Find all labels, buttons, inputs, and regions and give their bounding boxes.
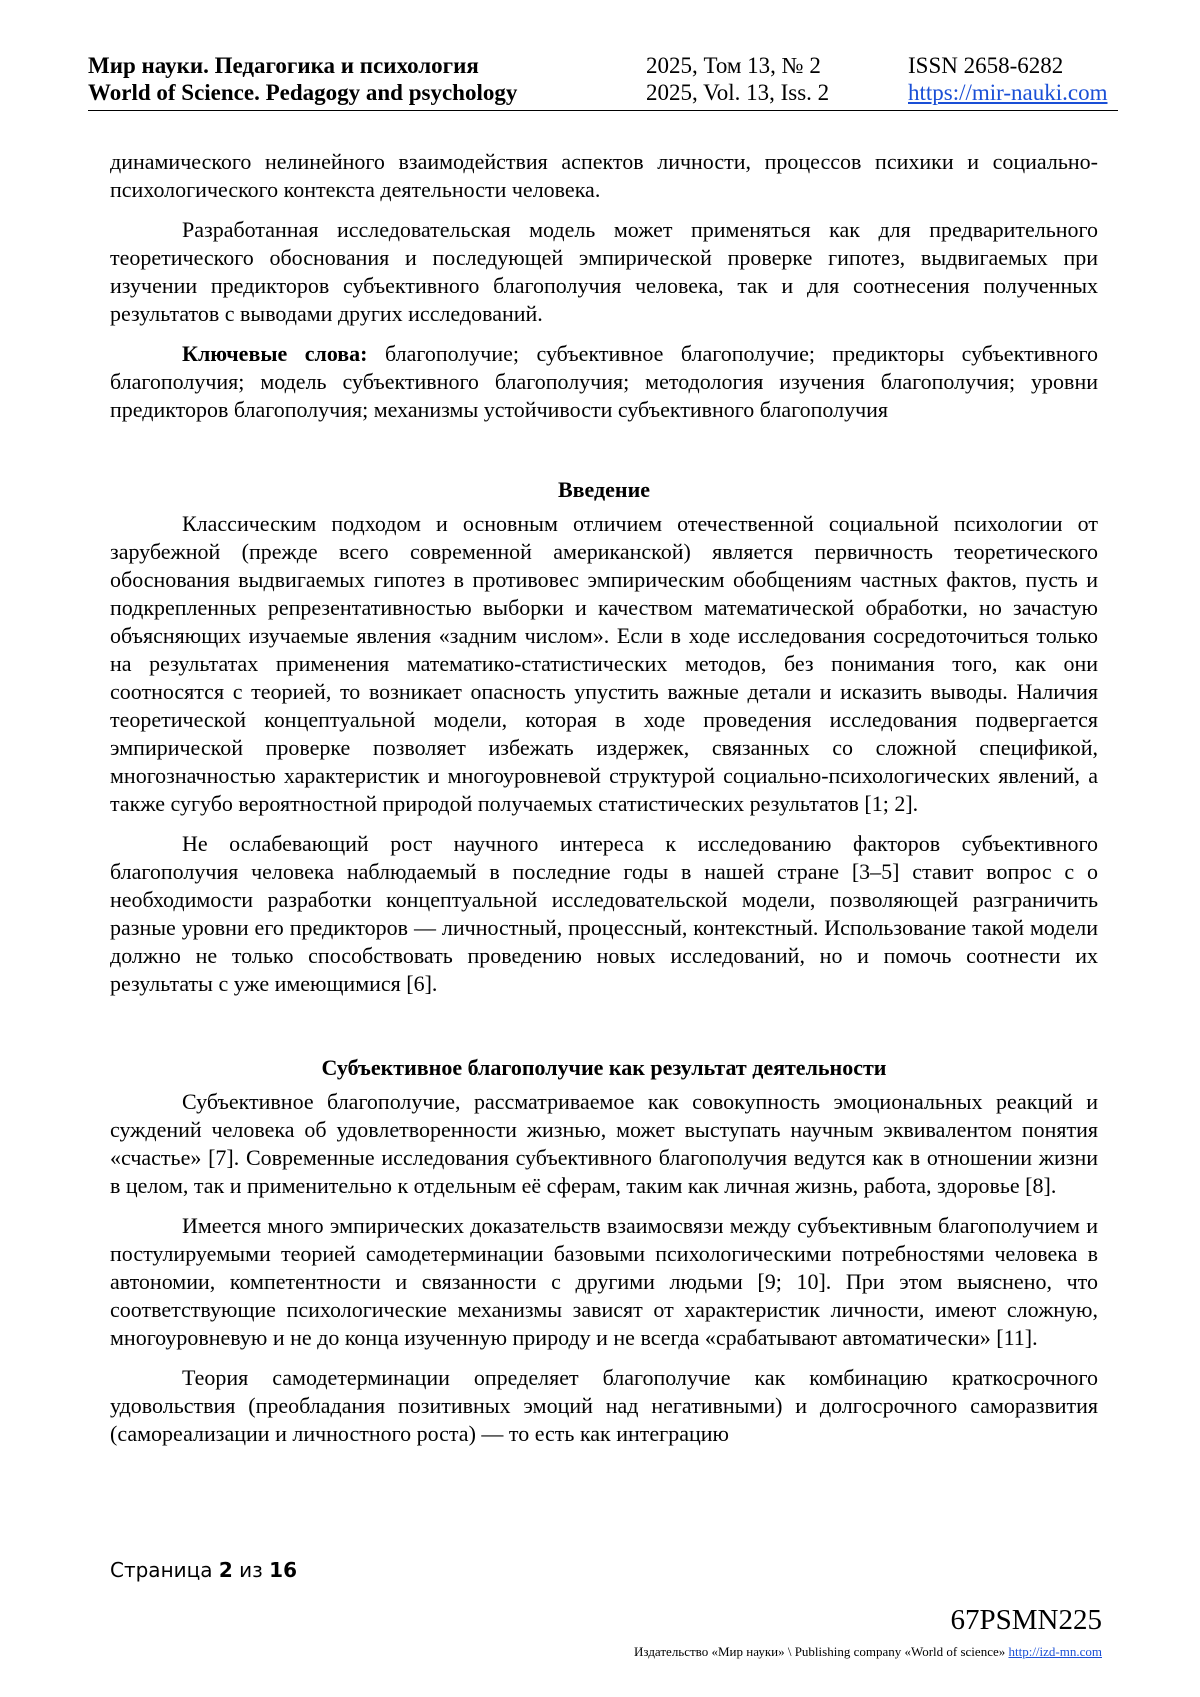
intro-heading: Введение — [557, 477, 651, 502]
journal-title-block — [88, 52, 648, 106]
paragraph-3: Классическим подходом и основным отличием отечественной социальной психологии от зарубежной (прежде всего современной американской) является первичность теоретического обоснования выдвигаемых гипотез в противовес эмпирическим обобщениям частных фактов, пусть и подкрепленных репрезентативностью выборки и качеством математической обработки, но зачастую объясняющих изучаемые явления «задним числом». Если в ходе исследования сосредоточиться только на результатах применения математико-статистических методов, без понимания того, как они соотносятся с теорией, то возникает опасность упустить важные детали и исказить выводы. Наличия теоретической концептуальной модели, которая в ходе проведения исследования подвергается эмпирической проверке позволяет избежать издержек, связанных со сложной спецификой, многозначностью характеристик и многоуровневой структурой социально-психологических явлений, а также сугубо вероятностной природой получаемых статистических результатов [1; 2]. — [110, 511, 1098, 816]
keywords-paragraph — [110, 340, 1098, 424]
keywords-text: благополучие; субъективное благополучие; предикторы субъективного благополучия; модель субъективного благополучия; методология изучения благополучия; уровни предикторов благополучия; механизмы устойчивости субъективного благополучия — [110, 341, 1098, 422]
journal-url-link[interactable]: https://mir-nauki.com — [908, 80, 1108, 105]
issn: ISSN 2658-6282 — [908, 53, 1064, 78]
page-label: Страница — [110, 1558, 219, 1582]
issue-en: 2025, Vol. 13, Iss. 2 — [646, 80, 830, 105]
page-current: 2 — [218, 1558, 233, 1582]
issn-block — [908, 52, 1123, 106]
page-number — [110, 1558, 297, 1582]
journal-title-ru: Мир науки. Педагогика и психология — [88, 53, 479, 78]
page-total: 16 — [269, 1558, 297, 1582]
paragraph-4: Не ослабевающий рост научного интереса к исследованию факторов субъективного благополучия человека наблюдаемый в последние годы в нашей стране [3–5] ставит вопрос с о необходимости разработки концептуальной исследовательской модели, позволяющей разграничить разные уровни его предикторов — личностный, процессный, контекстный. Использование такой модели должно не только способствовать проведению новых исследований, но и помочь соотнести их результаты с уже имеющимися [6]. — [110, 831, 1098, 996]
paragraph-1: динамического нелинейного взаимодействия аспектов личности, процессов психики и социально-психологического контекста деятельности человека. — [110, 149, 1098, 202]
journal-title-en: World of Science. Pedagogy and psychology — [88, 80, 518, 105]
article-body — [110, 148, 1098, 1460]
page-header — [88, 52, 1118, 111]
section-heading: Субъективное благополучие как результат деятельности — [321, 1055, 887, 1080]
page-of: из — [232, 1558, 270, 1582]
paragraph-7: Теория самодетерминации определяет благополучие как комбинацию краткосрочного удовольствия (преобладания позитивных эмоций над негативными) и долгосрочного саморазвития (самореализации и личностного роста) — то есть как интеграцию — [110, 1365, 1098, 1446]
paragraph-6: Имеется много эмпирических доказательств взаимосвязи между субъективным благополучием и постулируемыми теорией самодетерминации базовыми психологическими потребностями человека в автономии, компетентности и связанности с другими людьми [9; 10]. При этом выяснено, что соответствующие психологические механизмы зависят от характеристик личности, имеют сложную, многоуровневую и не до конца изученную природу и не всегда «срабатывают автоматически» [11]. — [110, 1213, 1098, 1350]
article-code: 67PSMN225 — [950, 1604, 1102, 1636]
issue-block — [646, 52, 906, 106]
publisher-line — [634, 1644, 1102, 1660]
publisher-url-link[interactable]: http://izd-mn.com — [1008, 1644, 1102, 1659]
publisher-text: Издательство «Мир науки» \ Publishing company «World of science» — [634, 1644, 1009, 1659]
issue-ru: 2025, Том 13, № 2 — [646, 53, 821, 78]
paragraph-5: Субъективное благополучие, рассматриваемое как совокупность эмоциональных реакций и суждений человека об удовлетворенности жизнью, может выступать научным эквивалентом понятия «счастье» [7]. Современные исследования субъективного благополучия ведутся как в отношении жизни в целом, так и применительно к отдельным её сферам, таким как личная жизнь, работа, здоровье [8]. — [110, 1089, 1098, 1198]
paragraph-2: Разработанная исследовательская модель может применяться как для предварительного теоретического обоснования и последующей эмпирической проверке гипотез, выдвигаемых при изучении предикторов субъективного благополучия человека, так и для соотнесения полученных результатов с выводами других исследований. — [110, 217, 1098, 326]
keywords-label: Ключевые слова: — [182, 341, 368, 366]
